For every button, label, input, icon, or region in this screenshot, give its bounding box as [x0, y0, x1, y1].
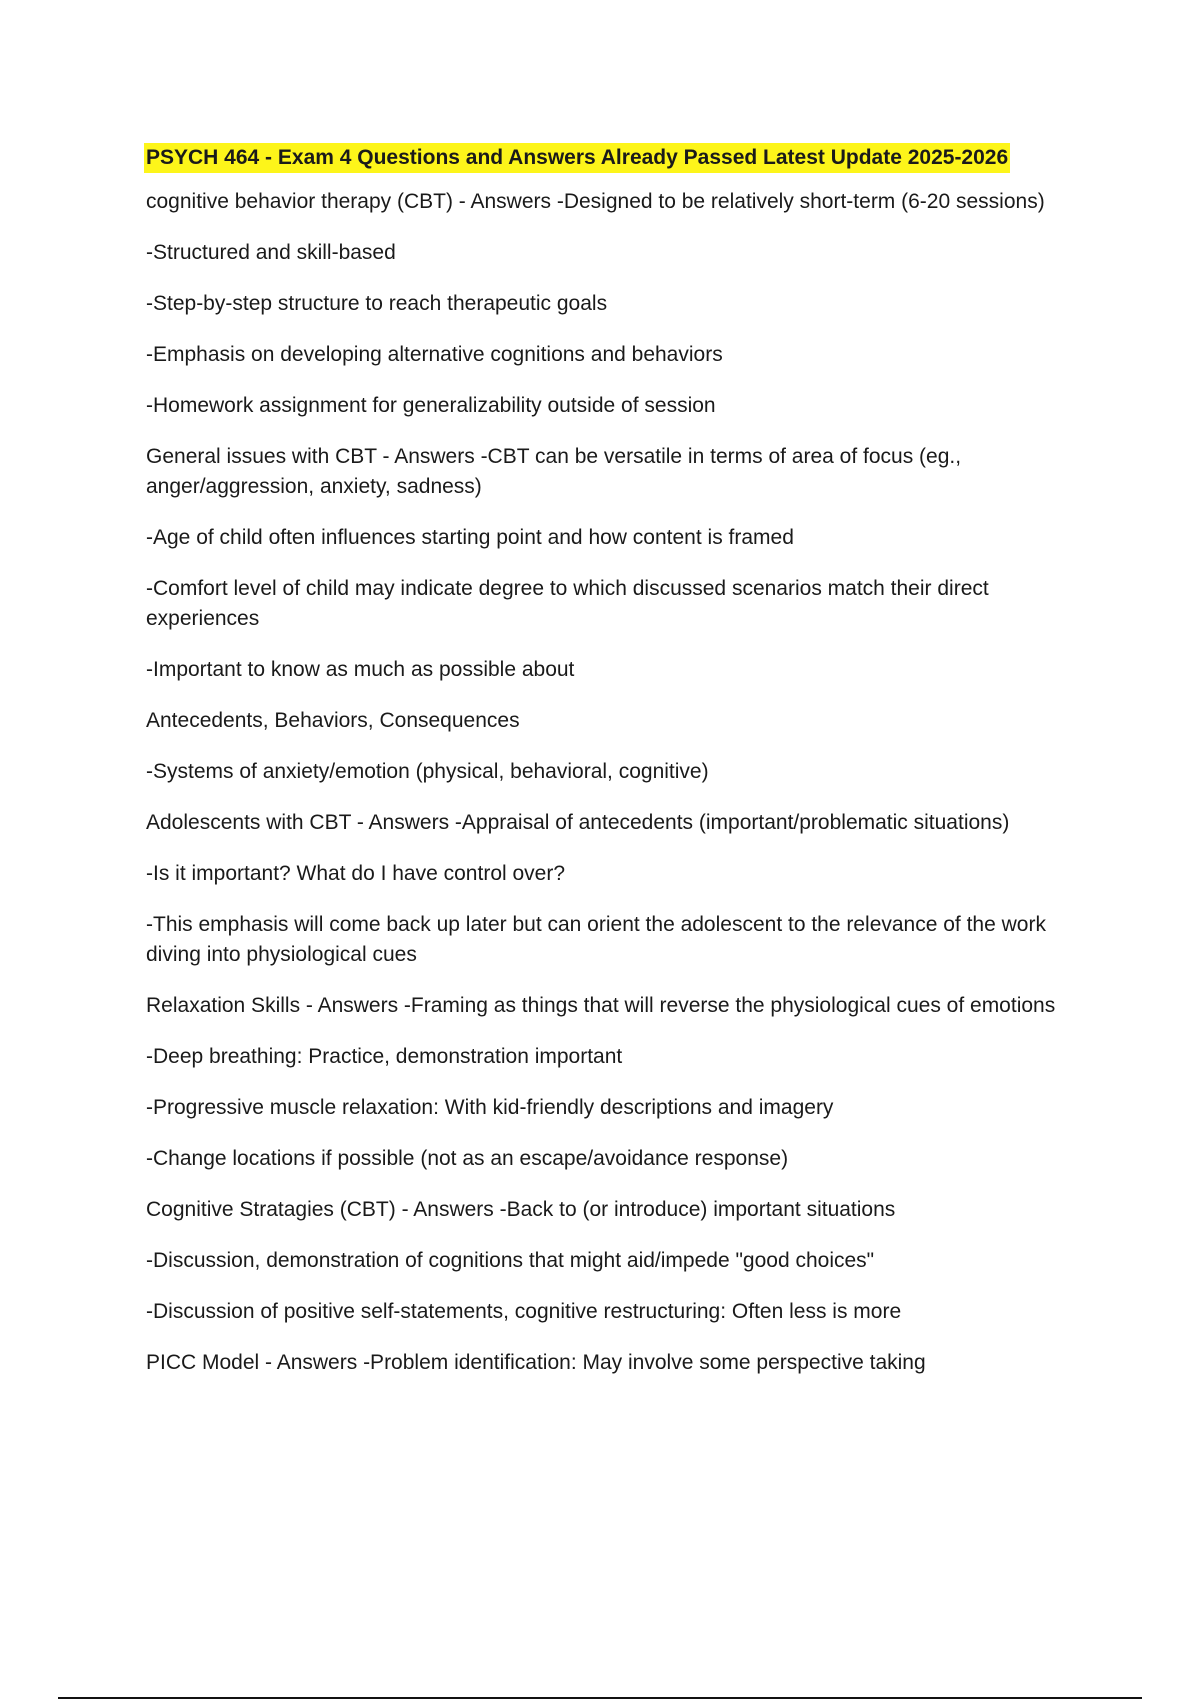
text-line: -Is it important? What do I have control over? — [146, 862, 566, 885]
text-line: General issues with CBT - Answers -CBT can be versatile in terms of area of focus (eg., anger/aggression, anxiety, sadness) — [146, 445, 962, 498]
text-line: -Important to know as much as possible about — [146, 658, 575, 681]
text-line: -Step-by-step structure to reach therapeutic goals — [146, 292, 608, 315]
page-bottom-rule — [58, 1697, 1142, 1699]
text-line: -Systems of anxiety/emotion (physical, behavioral, cognitive) — [146, 760, 709, 783]
text-line: PICC Model - Answers -Problem identification: May involve some perspective taking — [146, 1351, 926, 1374]
text-line: Antecedents, Behaviors, Consequences — [146, 709, 520, 732]
text-line: -Discussion, demonstration of cognitions that might aid/impede "good choices" — [146, 1249, 875, 1272]
text-line: -Emphasis on developing alternative cognitions and behaviors — [146, 343, 723, 366]
text-line: cognitive behavior therapy (CBT) - Answers -Designed to be relatively short-term (6-20 sessions) — [146, 190, 1045, 213]
text-line: -Progressive muscle relaxation: With kid-friendly descriptions and imagery — [146, 1096, 834, 1119]
text-line: -This emphasis will come back up later but can orient the adolescent to the relevance of the work diving into physiological cues — [146, 913, 1046, 966]
text-line: -Age of child often influences starting point and how content is framed — [146, 526, 794, 549]
document-content — [146, 143, 1096, 1399]
text-line: Cognitive Stratagies (CBT) - Answers -Back to (or introduce) important situations — [146, 1198, 896, 1221]
text-line: -Comfort level of child may indicate degree to which discussed scenarios match their direct experiences — [146, 577, 989, 630]
text-line: -Structured and skill-based — [146, 241, 396, 264]
text-line: Adolescents with CBT - Answers -Appraisal of antecedents (important/problematic situations) — [146, 811, 1010, 834]
text-line: Relaxation Skills - Answers -Framing as things that will reverse the physiological cues of emotions — [146, 994, 1056, 1017]
text-line: -Change locations if possible (not as an escape/avoidance response) — [146, 1147, 789, 1170]
text-line: -Deep breathing: Practice, demonstration important — [146, 1045, 623, 1068]
text-line: -Discussion of positive self-statements, cognitive restructuring: Often less is more — [146, 1300, 902, 1323]
text-line: -Homework assignment for generalizability outside of session — [146, 394, 716, 417]
document-body — [146, 187, 1096, 1378]
document-title: PSYCH 464 - Exam 4 Questions and Answers Already Passed Latest Update 2025-2026 — [144, 143, 1010, 173]
